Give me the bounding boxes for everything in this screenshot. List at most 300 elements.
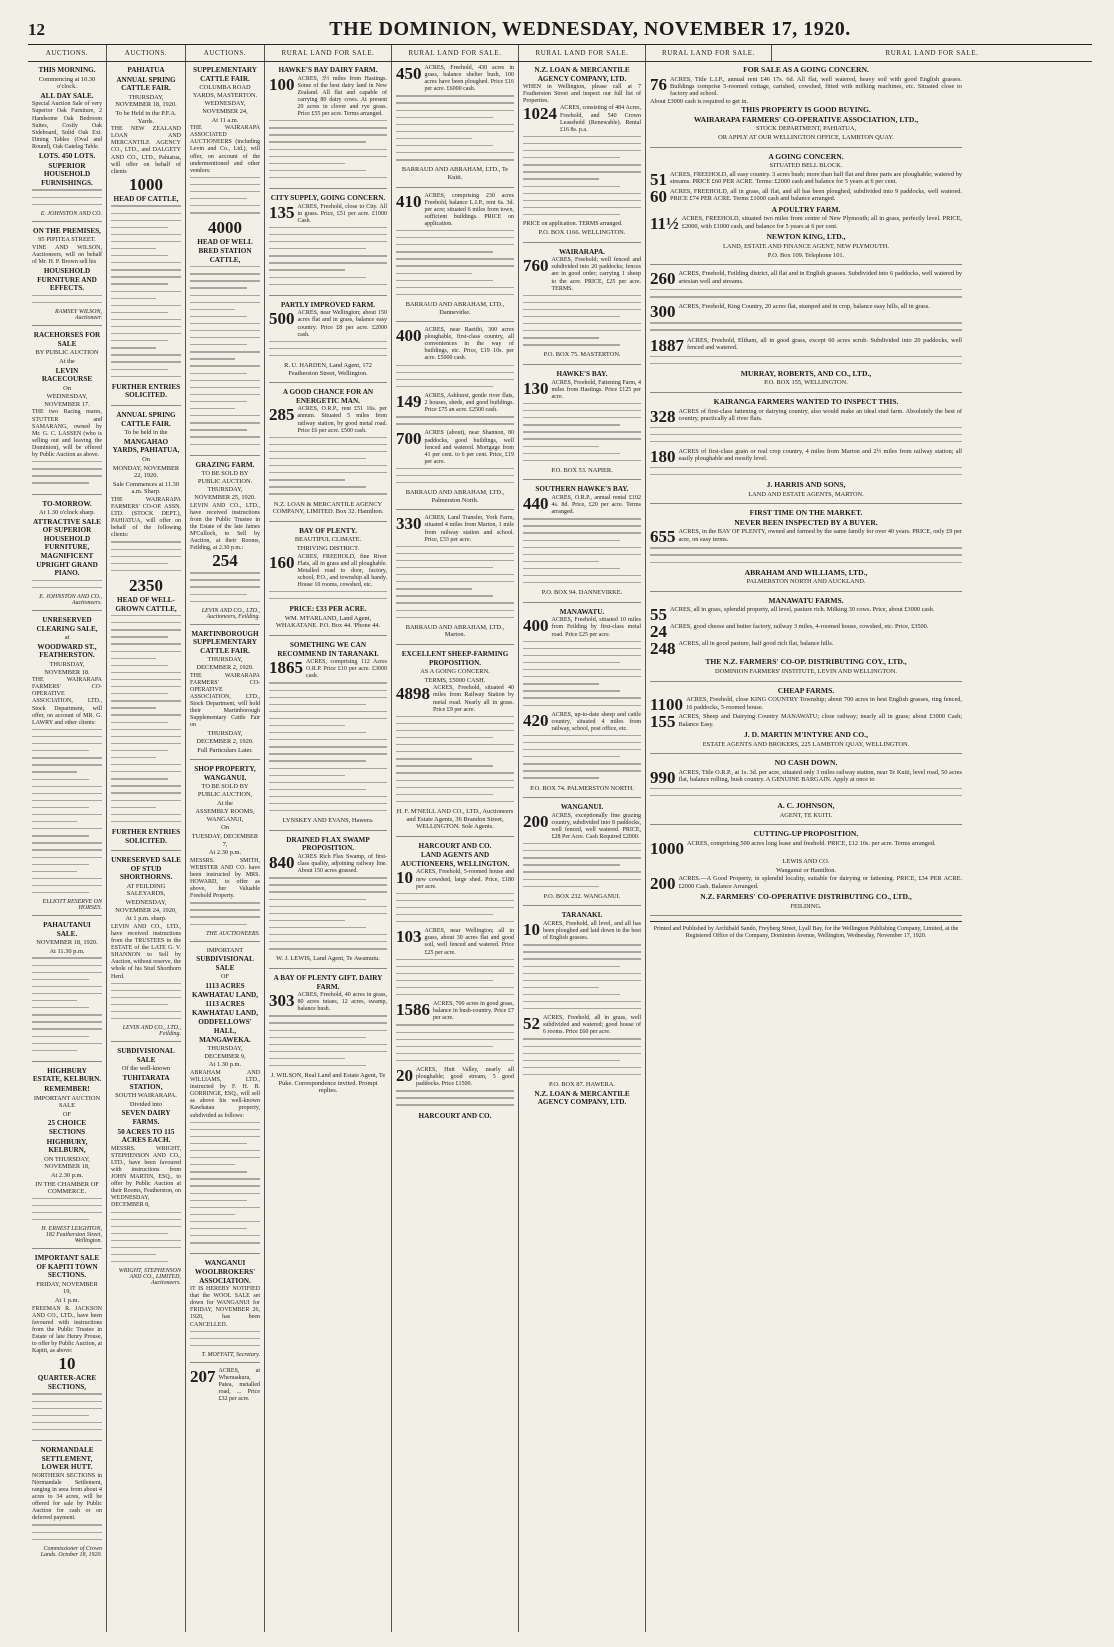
ad-headline: PAHAUTANUI SALE.	[43, 921, 91, 938]
ad-subline: FEILDING.	[790, 902, 822, 910]
ad-subline: AS A GOING CONCERN.	[420, 668, 490, 676]
ad-body: LEVIN AND CO., LTD., have received instructions from the TRUSTEES in the ESTATE of the LATE G. V. SHANNON to Sell by Auction, without reserve, the whole of his Stud Shorthorn Herd.	[111, 923, 181, 980]
ad-headline: PARTLY IMPROVED FARM.	[280, 300, 376, 309]
ad-subline: BEAUTIFUL CLIMATE.	[294, 536, 362, 544]
ad-headline: MANGAHAO YARDS, PAHIATUA,	[112, 437, 180, 455]
ad-body: ACRES Rich Flax Swamp, of first-class quality, adjoining railway line. About 150 acres grassed.	[297, 854, 387, 875]
ad-subline: BY PUBLIC AUCTION	[35, 349, 99, 357]
column-heads	[28, 45, 1092, 62]
ad-body: NORTHERN SECTIONS in Normandale Settlement, ranging in area from about 4 acres to 34 acres, will be offered for sale by Public Auction for cash or on deferred payment.	[32, 1472, 102, 1522]
ad-headline: WANGANUI.	[560, 803, 604, 812]
ad-subline: WEDNESDAY, NOVEMBER 17.	[44, 393, 90, 408]
ad-body: ACRES, Freehold, all in grass, well subdivided and watered; good house of 6 rooms. Price £60 per acre.	[543, 1015, 641, 1036]
ad-figure: 180	[650, 446, 676, 466]
text-block	[190, 1122, 260, 1244]
ad-subline: OF	[62, 1110, 72, 1118]
ad-subline: At 11 a.m.	[211, 116, 239, 124]
text-block	[523, 944, 641, 1009]
ad-body: ACRES, Freehold; well fenced and subdivided into 20 paddocks; fences are in good order; carrying 1 sheep to the acre. PRICE, £25 per acre. TERMS.	[551, 257, 641, 292]
column-5	[392, 62, 519, 1632]
ad-body: FREEMAN R. JACKSON AND CO., LTD., have been favoured with instructions from the Public Trustee in Estate of late Henry Prouse, to offer by Public Auction, at Kapiti, as above:	[32, 1305, 102, 1355]
text-block	[32, 580, 102, 588]
ad-figure: 254	[212, 551, 238, 571]
ad-headline: A. C. JOHNSON,	[777, 801, 835, 811]
ad-subline: FRIDAY, NOVEMBER 19,	[36, 1280, 98, 1296]
advertisement	[32, 227, 102, 326]
stock-list	[32, 729, 102, 893]
ad-headline: CITY SUPPLY, GOING CONCERN.	[270, 194, 386, 202]
ad-body: ACRES, near Wellington; about 150 acres flat and in grass, balance easy country. Price £8 per acre. £2000 cash.	[297, 310, 387, 338]
ad-signature: BARRAUD AND ABRAHAM, LTD., Marton.	[405, 623, 505, 639]
text-block	[190, 902, 260, 925]
advertisement	[650, 687, 962, 755]
ad-subline: LAND AND ESTATE AGENTS, MARTON.	[748, 490, 864, 498]
text-block	[523, 136, 641, 215]
ad-figure: 149	[396, 391, 422, 411]
text-block	[650, 427, 962, 442]
ad-signature: WM. M'FARLAND, Land Agent, WHAKATANE. P.O. Box 44. 'Phone 44.	[275, 614, 381, 630]
ad-figure: 4000	[208, 218, 242, 238]
text-block	[32, 189, 102, 204]
ad-figure: 328	[650, 406, 676, 426]
text-block	[111, 541, 181, 571]
ad-headline: MARTINBOROUGH SUPPLEMENTARY CATTLE FAIR.	[191, 629, 259, 655]
ad-subline: SITUATED BELL BLOCK.	[769, 162, 843, 170]
ad-subline: At 11.30 p.m.	[49, 947, 85, 955]
ad-body: THE NEW ZEALAND LOAN AND MERCANTILE AGENCY CO., LTD., and DALGETY AND CO., LTD., Pahiatua, will offer on behalf of clients	[111, 126, 181, 175]
ad-subline: WEDNESDAY, NOVEMBER 24, 1920,	[115, 899, 177, 914]
advertisement	[523, 248, 641, 365]
ad-body: ACRES, up-to-date sheep and cattle country, situated 4 miles from railway, school, post office, etc.	[551, 711, 641, 732]
ad-figure: 440	[523, 493, 549, 513]
advertisement	[269, 974, 387, 1100]
ad-headline: ANNUAL SPRING CATTLE FAIR.	[116, 410, 176, 428]
text-block	[32, 1524, 102, 1539]
ad-subline: ASSEMBLY ROOMS, WANGANUI,	[195, 808, 255, 823]
advertisement	[650, 153, 962, 266]
text-block	[269, 227, 387, 285]
ad-headline: BAY OF PLENTY.	[299, 526, 357, 535]
ad-headline: MANAWATU FARMS.	[768, 595, 844, 605]
ad-signature: Commissioner of Crown Lands. October 18, 1920.	[40, 1545, 102, 1558]
ad-body: ACRES, all in good pasture, half good rich flat, balance hills.	[678, 640, 834, 648]
ad-headline: CUTTING-UP PROPOSITION.	[753, 829, 859, 839]
ad-signature: LEVIN AND CO., LTD., Auctioneers, Feilding.	[201, 607, 260, 620]
text-block	[523, 295, 641, 346]
advertisement	[269, 301, 387, 383]
advertisement	[269, 66, 387, 189]
ad-subline: THURSDAY, DECEMBER 2, 1920.	[196, 730, 254, 745]
ad-signature: T. MOFFATT, Secretary.	[201, 1351, 260, 1358]
page-number: 12	[28, 20, 45, 39]
ad-headline: TUHITARATA STATION,	[122, 1073, 170, 1091]
advertisement	[111, 1047, 181, 1290]
ad-subline: LAND, ESTATE AND FINANCE AGENT, NEW PLYMOUTH.	[723, 242, 889, 250]
ad-figure: 400	[396, 326, 422, 346]
ad-headline: PAHIATUA	[127, 66, 165, 74]
column-head: AUCTIONS.	[28, 45, 107, 61]
text-block	[396, 416, 514, 424]
ad-body: THE WAIRARAPA FARMERS' CO-OPERATIVE ASSOCIATION, LTD., Stock Department, will hold their Martinborough Supplementary Cattle Fair on	[190, 672, 260, 729]
ad-body: ACRES (about), near Shannon, 80 paddocks, good buildings, well fenced and watered. Mortgage from 41 per cent. to 6 per cent. Price, £19 per acre.	[424, 430, 514, 465]
ad-headline: LOTS. 450 LOTS.	[38, 152, 96, 161]
text-block	[650, 467, 962, 475]
ad-body: PRICE on application. TERMS arranged.	[523, 220, 623, 227]
ad-body: ACRES, 3½ miles from Hastings. Some of the best dairy land in New Zealand. All flat and capable of carrying 80 dairy cows. At present 20 acres in clover and rye grass. Price £55 per acre. Terms arranged.	[297, 75, 387, 118]
ad-headline: LEVIN RACECOURSE	[41, 366, 93, 384]
ad-headline: THIS PROPERTY IS GOOD BUYING.	[741, 105, 871, 115]
ad-headline: WANGANUI WOOLBROKERS' ASSOCIATION.	[194, 1259, 256, 1285]
advertisement	[650, 597, 962, 682]
text-block	[190, 572, 260, 602]
ad-figure: 103	[396, 927, 422, 947]
column-7	[646, 62, 966, 1632]
ad-figure: 655	[650, 527, 676, 547]
ad-subline: DOMINION FARMERS' INSTITUTE, LEVIN AND WELLINGTON.	[714, 668, 898, 675]
ad-headline: KAIRANGA FARMERS WANTED TO INSPECT THIS.	[713, 396, 899, 406]
text-block	[396, 893, 514, 923]
advertisement	[650, 759, 962, 825]
ad-figure: 10	[523, 919, 540, 939]
ad-signature: N.Z. LOAN & MERCANTILE AGENCY COMPANY, LIMITED. Box 32. Hamilton.	[272, 500, 384, 516]
ad-body: ACRES, FREEHOLD, all easy country. 3 acres bush; more than half flat and three parts are ploughable; watered by streams. PRICE £60 PER ACRE. Terms: £2000 cash and balance for 5 years at 6 per cent.	[670, 170, 962, 186]
ad-headline: CHEAP FARMS.	[777, 685, 835, 695]
ad-figure: 10	[396, 868, 413, 888]
ad-signature: BARRAUD AND ABRAHAM, LTD., Dannevirke.	[405, 300, 505, 316]
ad-body: ACRES, O.R.P., rent £51 16s. per annum. Situated 5 miles from railway station, by good metal road. Price £6 per acre. £500 cash.	[297, 406, 387, 434]
ad-figure: 760	[523, 256, 549, 276]
ad-headline: N.Z. LOAN & MERCANTILE AGENCY COMPANY, LTD.	[534, 1089, 630, 1107]
ad-subline: At 1 p.m. sharp.	[125, 915, 167, 923]
ad-figure: 160	[269, 552, 295, 572]
ad-body: ACRES, FREEHOLD, all in grass, all flat, and all has been ploughed, subdivided into 9 paddocks, well watered. PRICE £74 PER ACRE. Terms £1000 cash and balance arranged.	[670, 187, 962, 203]
ad-subline: IMPORTANT AUCTION SALE	[33, 1094, 101, 1110]
text-block	[269, 120, 387, 178]
ad-body: ACRES, 700 acres in good grass, balance in bush-country. Price £7 per acre.	[433, 1001, 514, 1022]
ad-headline: FOR SALE AS A GOING CONCERN.	[743, 65, 869, 74]
ad-body: ACRES, comprising 500 acres long lease and freehold. PRICE, £12 10s. per acre. Terms arranged.	[687, 839, 936, 847]
text-block	[269, 591, 387, 599]
ad-body: ACRES, Hutt Valley, nearly all ploughable; good stream, 5 good paddocks. Price £1500.	[416, 1067, 514, 1088]
ad-signature: P.O. BOX 87. HAWERA.	[548, 1081, 616, 1088]
ad-headline: THIS MORNING.	[38, 66, 96, 74]
column-head: AUCTIONS.	[186, 45, 265, 61]
advertisement	[32, 1254, 102, 1441]
ad-headline: 1113 ACRES KAWHATAU LAND,	[191, 1000, 259, 1017]
ad-signature: R. U. HARDEN, Land Agent, 172 Featherston Street, Wellington.	[284, 361, 372, 377]
ad-headline: HEAD OF WELL-GROWN CATTLE,	[115, 595, 177, 613]
ad-body: MESSRS. SMITH, WEBSTER AND CO. have been instructed by MRS. HOWARD, to offer as above, her Valuable Freehold Property.	[190, 857, 260, 900]
text-block	[111, 983, 181, 1020]
ad-figure: 135	[269, 202, 295, 222]
ad-body: ACRES, Freehold, Fattening Farm, 4 miles from Hastings. Price £125 per acre.	[551, 379, 641, 400]
ad-headline: HEAD OF WELL BRED STATION CATTLE,	[197, 238, 253, 264]
ad-body: THE WAIRARAPA FARMERS' CO-OP. ASSN. LTD. (STOCK DEPT.), PAHIATUA, will offer on behalf of the following clients:	[111, 496, 181, 539]
text-block	[396, 959, 514, 996]
ad-headline: UNRESERVED SALE OF STUD SHORTHORNS.	[111, 856, 181, 882]
column-1	[28, 62, 107, 1632]
ad-subline: At 2.30 p.m.	[50, 1171, 84, 1179]
ad-headline: REMEMBER!	[44, 1084, 90, 1093]
advertisement	[32, 921, 102, 1062]
ad-headline: HIGHBURY, KELBURN,	[46, 1137, 88, 1155]
text-block	[269, 877, 387, 949]
imprint: Printed and Published by Archibald Sando, Freyberg Street, Lyall Bay, for the Wellington Publishing Company, Limited, at the Registered Office of the Company, Dominion Avenue, Wellington, Wednesday, November 17, 1920.	[653, 926, 959, 940]
ad-figure: 200	[523, 811, 549, 831]
ad-figure: 1887	[650, 335, 684, 355]
ad-signature: HARCOURT AND CO.	[418, 1111, 492, 1120]
ad-headline: A GOOD CHANCE FOR AN ENERGETIC MAN.	[282, 388, 374, 405]
ad-subline: At the	[59, 357, 75, 365]
ad-headline: SUBDIVISIONAL SALE	[196, 955, 254, 972]
advertisement	[190, 66, 260, 456]
ad-subline: at	[64, 634, 70, 642]
ad-headline: HAWKE'S BAY.	[556, 370, 608, 379]
ad-body: ACRES, near Wellington; all in grass, about 30 acres flat and good soil, well fenced and watered. Price £25 per acre.	[424, 928, 514, 956]
ad-subline: TERMS, £5000 CASH.	[424, 676, 486, 684]
text-block	[396, 468, 514, 483]
ad-figure: 1586	[396, 1000, 430, 1020]
text-block	[32, 461, 102, 484]
ad-headline: PRICE: £33 PER ACRE.	[289, 605, 367, 614]
ad-figure: 1000	[129, 174, 163, 194]
ad-body: ACRES, Freehold, close KING COUNTRY Township; about 700 acres in best English grasses, ring fenced, 16 paddocks, 5-roomed house.	[686, 696, 962, 711]
ad-body: THE two Racing mares, STUTTER and SAMARANG, owned by Mr. G. C. LASSEN (who is selling out and leaving the Dominion), will be offered by Public Auction as above.	[32, 409, 102, 459]
ad-headline: WAIRARAPA FARMERS' CO-OPERATIVE ASSOCIATION, LTD.,	[693, 114, 919, 124]
advertisement	[111, 66, 181, 406]
advertisement	[650, 66, 962, 148]
ad-headline: SUPERIOR HOUSEHOLD FURNISHINGS.	[41, 161, 93, 187]
ad-figure: 76	[650, 74, 667, 94]
text-block	[650, 289, 962, 297]
ad-headline: N.Z. FARMERS' CO-OPERATIVE DISTRIBUTING CO., LTD.,	[700, 892, 912, 902]
ad-subline: SOUTH WAIRARAPA.	[115, 1092, 177, 1100]
ad-signature: LYNSKEY AND EVANS, Hawera.	[282, 817, 374, 825]
ad-headline: NORMANDALE SETTLEMENT, LOWER HUTT.	[40, 1446, 94, 1472]
ad-signature: E. JOHNSTON AND CO.	[40, 210, 102, 217]
advertisement	[523, 370, 641, 480]
text-block	[190, 177, 260, 214]
text-block	[523, 1038, 641, 1075]
ad-figure: 420	[523, 710, 549, 730]
ad-body: About £3000 cash is required to get in.	[650, 97, 748, 105]
ad-body: ACRES, Title L.I.P., annual rent £46 17s. 6d. All flat, well watered, heavy soil with good English grasses. Buildings comprise 5-roomed cottage, cartshed, cowshed, fitted with milking machines, etc. Situated close to factory and school.	[670, 75, 962, 98]
ad-figure: 260	[650, 269, 676, 289]
advertisement	[190, 1259, 260, 1363]
ad-headline: UNRESERVED CLEARING SALE,	[36, 616, 98, 633]
ad-figure: 10	[58, 1354, 76, 1374]
ad-subline: 95 PIPITEA STREET.	[38, 236, 96, 244]
ad-subline: On	[63, 384, 71, 392]
ad-figure: 1000	[650, 838, 684, 858]
ad-body: ACRES, FREEHOLD, fine River Flats, all in grass and all ploughable. Metalled road to door, factory, school, P.O., and township all handy. House 10 rooms, cowshed, etc.	[297, 553, 387, 588]
text-block	[269, 437, 387, 495]
ad-body: ACRES, Ashhurst, gentle river flats, 2 houses, sheds, and good buildings. Price £75 an acre. £2500 cash.	[424, 392, 514, 414]
ad-body: ACRES, Freehold, 40 acres in grass, 80 acres tutaes, 12 acres, swamp, balance bush.	[297, 992, 387, 1013]
text-block	[396, 716, 514, 802]
ad-signature: P.O. BOX 1166. WELLINGTON.	[538, 229, 626, 237]
ad-subline: ON THURSDAY, NOVEMBER 18,	[44, 1155, 90, 1171]
advertisement	[523, 803, 641, 906]
ad-headline: ANNUAL SPRING CATTLE FAIR.	[116, 75, 176, 93]
ad-body: WHEN in Wellington, please call at 7 Featherston Street and inspect our full list of Properties.	[523, 84, 641, 105]
ad-subline: LEWIS AND CO.	[782, 857, 830, 865]
ad-signature: P.O. BOX 232. WANGANUI.	[543, 892, 621, 900]
text-block	[396, 546, 514, 618]
ad-figure: 24	[650, 622, 667, 642]
ad-signature: LEVIN AND CO., LTD., Feilding.	[122, 1025, 181, 1038]
ad-headline: ALL DAY SALE.	[40, 91, 94, 100]
ad-headline: N.Z. LOAN & MERCANTILE AGENCY COMPANY, LTD.	[534, 66, 630, 83]
ad-headline: MANAWATU.	[559, 607, 605, 616]
ad-subline: THURSDAY, DECEMBER 9,	[204, 1045, 246, 1060]
ad-headline: HARCOURT AND CO.	[418, 841, 492, 850]
columns	[28, 62, 1092, 1632]
ad-figure: 1024	[523, 104, 557, 124]
ad-body: ACRES, Freehold, all level, and all has been ploughed and laid down in the best of English grasses.	[543, 920, 641, 942]
advertisement	[190, 461, 260, 625]
ad-subline: IN THE CHAMBER OF COMMERCE.	[35, 1180, 99, 1196]
ad-headline: FURTHER ENTRIES SOLICITED.	[111, 827, 181, 845]
text-block	[269, 682, 387, 811]
column-2	[107, 62, 186, 1632]
ad-body: ACRES, Freehold, Feilding district, all flat and in English grasses. Subdivided into 6 paddocks, well watered by artesian well and streams.	[678, 270, 962, 285]
stock-list	[111, 615, 181, 822]
text-block	[396, 365, 514, 388]
ad-headline: J. D. MARTIN M'INTYRE AND CO.,	[744, 730, 868, 740]
ad-headline: MURRAY, ROBERTS, AND CO., LTD.,	[740, 368, 872, 378]
ad-body: ACRES, comprising 230 acres Freehold, balance L.I.P., rent 6s. 3d. per acre; situated 6 miles from town, sufficient buildings. PRICE on application.	[424, 192, 514, 227]
ad-signature: ELLIOTT RESERVE ON HORSES.	[42, 899, 102, 912]
ad-body: LEVIN AND CO., LTD., have received instructions from the Public Trustee in the Estate of the late James M'Culloch, to Sell by Auction, at their Rooms, Feilding, at 2.30 p.m.:	[190, 502, 260, 552]
ad-signature: H. ERNEST LEIGHTON, 182 Featherston Street, Wellington.	[41, 1226, 102, 1245]
ad-body: THE WAIRARAPA FARMERS' CO-OPERATIVE ASSOCIATION, LTD., Stock Department, will offer, on account of MR. G. LAWRY and other clients:	[32, 677, 102, 726]
ad-body: ABRAHAM AND WILLIAMS, LTD., instructed by F. H. B. GORRINGE, ESQ., will sell as above his well-known Kawhatau property, subdivided as follows:	[190, 1069, 260, 1119]
ad-body: ACRES, Freehold, 5-roomed house and new cowshed, large shed. Price, £180 per acre.	[416, 869, 514, 890]
ad-figure: 300	[650, 302, 676, 322]
advertisement	[523, 66, 641, 243]
stock-list	[190, 266, 260, 445]
column-head: RURAL LAND FOR SALE.	[392, 45, 519, 61]
ad-body: ACRES, all in grass, splendid property, all level, pasture rich. Milking 30 cows. Price, about £3000 cash.	[670, 606, 935, 614]
advertisement	[190, 947, 260, 1255]
ad-headline: 50 ACRES TO 115 ACRES EACH.	[117, 1127, 175, 1145]
ad-body: IT IS HEREBY NOTIFIED that the WOOL SALE set down for WANGANUI for FRIDAY, NOVEMBER 26, 1920, has been CANCELLED.	[190, 1286, 260, 1328]
ad-headline: SUBDIVISIONAL SALE	[117, 1047, 175, 1064]
ad-signature: P.O. BOX 94. DANNEVIRKE.	[541, 589, 623, 597]
ad-figure: 330	[396, 514, 422, 534]
ad-headline: NEVER BEEN INSPECTED BY A BUYER.	[734, 517, 878, 527]
ad-body: ACRES, Freehold, close to City. All in grass. Price, £51 per acre. £1000 Cash.	[297, 203, 387, 224]
ad-subline: Commencing at 10.30 o'clock.	[38, 75, 96, 91]
advertisement	[111, 856, 181, 1042]
ad-body: ACRES, in the BAY OF PLENTY, owned and farmed by the same family for over 40 years. PRICE, only £9 per acre, on easy terms.	[678, 528, 962, 543]
ad-headline: HIGHBURY ESTATE, KELBURN.	[32, 1066, 102, 1084]
advertisement	[190, 630, 260, 761]
ad-figure: 55	[650, 605, 667, 625]
column-4	[265, 62, 392, 1632]
ad-body: Special Auction Sale of very Superior Oak Furniture, 2 Handsome Oak Bedroom Suites, Costly Oak Sideboard, Solid Oak Ext. Dining Tables (Oval and Round), Oak Gateleg Table.	[32, 101, 102, 150]
text-block	[523, 641, 641, 706]
ad-headline: FIRST TIME ON THE MARKET.	[749, 508, 863, 518]
ad-subline: At 1.30 o'clock sharp.	[39, 509, 95, 517]
ad-headline: GRAZING FARM.	[195, 460, 255, 469]
ad-headline: WAIRARAPA.	[559, 247, 605, 256]
advertisement	[523, 608, 641, 798]
text-block	[523, 403, 641, 461]
ad-subline: At the	[217, 799, 233, 807]
ad-figure: 990	[650, 767, 676, 787]
text-block	[523, 518, 641, 583]
ad-subline: P.O. BOX 155, WELLINGTON.	[764, 379, 848, 387]
ad-headline: TARANAKI.	[561, 911, 603, 920]
ad-body: ACRES, Freehold, 430 acres in grass, balance shelter bush, 100 acres have been ploughed. Price £16 per acre. £6000 cash.	[424, 65, 514, 93]
ad-figure: 410	[396, 191, 422, 211]
divider	[650, 921, 962, 922]
advertisement	[650, 398, 962, 504]
column-head: RURAL LAND FOR SALE.	[885, 49, 979, 57]
text-block	[269, 341, 387, 356]
ad-subline: Divided into	[129, 1100, 163, 1108]
text-block	[650, 356, 962, 364]
ad-figure: 11½	[650, 214, 679, 234]
ad-headline: ODDFELLOWS' HALL, MANGAWEKA.	[198, 1018, 252, 1044]
column-head: RURAL LAND FOR SALE.	[646, 45, 772, 61]
ad-headline: SOUTHERN HAWKE'S BAY.	[535, 485, 629, 494]
advertisement	[32, 1446, 102, 1562]
advertisement	[396, 193, 514, 323]
masthead-title: THE DOMINION, WEDNESDAY, NOVEMBER 17, 1920.	[329, 18, 851, 40]
ad-figure: 303	[269, 991, 295, 1011]
text-block	[650, 547, 962, 562]
ad-subline: To be Held in the P.F.A. Yards.	[115, 109, 177, 125]
ad-subline: Wanganui or Hamilton.	[775, 866, 836, 874]
ad-subline: At 2.30 p.m.	[208, 849, 242, 857]
ad-headline: SHOP PROPERTY, WANGANUI.	[194, 765, 256, 782]
ad-signature: RAMSEY WILSON, Auctioneer.	[55, 309, 102, 322]
ad-subline: At 1.30 p.m.	[208, 1061, 242, 1069]
ad-headline: THE N.Z. FARMERS' CO-OP. DISTRIBUTING COY., LTD.,	[705, 657, 907, 667]
ad-headline: LAND AGENTS AND AUCTIONEERS, WELLINGTON.	[400, 851, 510, 868]
advertisement	[650, 830, 962, 916]
ad-headline: IMPORTANT SALE OF KAPITI TOWN SECTIONS.	[34, 1254, 100, 1280]
ad-body: ACRES of first-class grain or real crop country, 4 miles from Marton and 2½ miles from railway station; all easily ploughable and mostly level.	[678, 447, 962, 463]
ad-subline: STOCK DEPARTMENT, PAHIATUA,	[755, 125, 857, 133]
ad-subline: On	[142, 455, 150, 463]
ad-subline: TUESDAY, DECEMBER 7,	[191, 832, 259, 848]
ad-figure: 52	[523, 1014, 540, 1034]
ad-subline: OF	[220, 973, 230, 981]
ad-subline: AT FEILDING SALEYARDS,	[126, 882, 166, 898]
ad-figure: 840	[269, 853, 295, 872]
ad-headline: ABRAHAM AND WILLIAMS, LTD.,	[744, 567, 868, 577]
ad-subline: THURSDAY, NOVEMBER 18.	[44, 661, 90, 676]
advertisement	[650, 270, 962, 393]
ad-body: ACRES, good cheese and butter factory, railway 3 miles, 4-roomed house, cowshed, etc. Price, £3500.	[670, 623, 929, 631]
ad-headline: SOMETHING WE CAN RECOMMEND IN TARANAKI.	[277, 640, 379, 658]
ad-figure: 207	[190, 1366, 216, 1386]
ad-figure: 4898	[396, 684, 430, 704]
ad-figure: 200	[650, 874, 676, 894]
ad-body: ACRES of first-class fattening or dairying country, also would make an ideal stud farm. Absolutely the best of country, practically all river flats.	[678, 407, 962, 422]
ad-headline: FURTHER ENTRIES SOLICITED.	[111, 382, 181, 400]
ad-headline: WOODWARD ST., FEATHERSTON.	[37, 642, 97, 660]
text-block	[396, 95, 514, 160]
ad-headline: ON THE PREMISES,	[33, 226, 101, 235]
ad-subline: AGENT, TE KUITI.	[779, 811, 833, 819]
ad-subline: At 1 p.m.	[54, 1297, 80, 1305]
ad-headline: SEVEN DAIRY FARMS.	[121, 1109, 171, 1126]
